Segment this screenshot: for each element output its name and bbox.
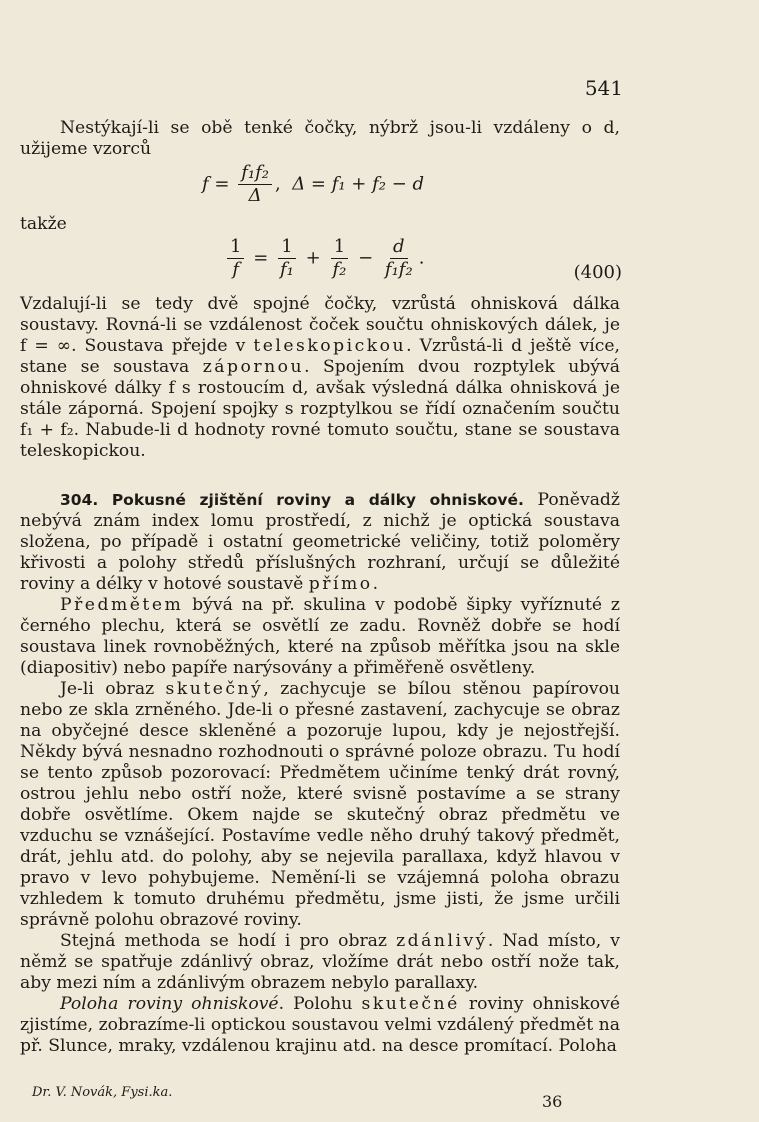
p4-part-c: , zachycuje se bílou stěnou papírovou nebo ze skla zrněného. Jde-li o přesné zastavení, zachycuje se obraz na obyčejné desce skleněné a pozoruje lupou, kdy je nejostřejší. Někdy bývá nesnadno rozhodnouti o správné poloze obrazu. Tu hodí se tento způsob pozorovací: Předmětem učiníme tenký drát rovný, ostrou jehlu nebo ostří nože, které svisně postavíme a se strany dobře osvětlíme. Okem najde se skutečný obraz předmětu ve vzduchu se vznášející. Postavíme vedle něho druhý takový předmět, drát, jehlu atd. do polohy, aby se nejevila parallaxa, když hlavou v pravo v levo pohybujeme. Nemění-li se vzájemná poloha obrazu vzhledem k tomuto druhému předmětu, jsme jisti, že jsme určili správně polohu obrazové roviny.	[20, 679, 620, 930]
eq2-one-b: 1	[278, 236, 295, 259]
p5-zdanlivy: zdánlivý	[396, 931, 488, 951]
signature-mark: 36	[542, 1092, 563, 1111]
p6-part-d: roviny ohniskové zjistíme, zobrazíme-li optickou soustavou velmi vzdálený předmět na př. Slunce, mraky, vzdálenou krajinu atd. na desce promítací. Poloha	[20, 994, 620, 1056]
equation-number: (400)	[573, 262, 622, 283]
p5-part-a: Stejná methoda se hodí i pro obraz	[60, 931, 397, 951]
p6-part-b: . Polohu	[278, 994, 362, 1014]
p2-primo: přímo	[308, 574, 373, 594]
eq2-d: d	[390, 236, 408, 259]
p6-skutecne: skutečné	[361, 994, 460, 1014]
eq2-minus: −	[358, 247, 374, 269]
eq1-denominator: Δ	[248, 185, 262, 206]
eq2-f2: f₂	[332, 259, 347, 280]
paragraph-5	[20, 931, 620, 994]
eq1-fraction	[238, 162, 272, 207]
paragraph-4	[20, 679, 620, 931]
p4-skutecny: skutečný	[165, 679, 264, 699]
paragraph-2	[20, 490, 620, 595]
paragraph-3	[20, 595, 620, 679]
eq1-numerator: f₁f₂	[238, 162, 272, 185]
p1-part-c: . Vzrůstá-li d ještě více, stane se soustava	[20, 336, 620, 377]
eq1-equals: =	[214, 173, 230, 195]
section-heading: 304. Pokusné zjištění roviny a dálky ohniskové.	[60, 491, 524, 509]
p4-part-a: Je-li obraz	[60, 679, 166, 699]
eq1-delta: Δ = f₁ + f₂ − d	[292, 173, 425, 195]
intro-text: Nestýkají-li se obě tenké čočky, nýbrž jsou-li vzdáleny o d, užijeme vzorců	[20, 118, 620, 159]
p1-part-a: Vzdalují-li se tedy dvě spojné čočky, vzrůstá ohnisková dálka soustavy. Rovná-li se vzdálenost čoček součtu ohniskových dálek, je f = ∞. Soustava přejde v	[20, 294, 620, 356]
eq1-comma: ,	[275, 173, 281, 195]
p2-part-c: .	[372, 574, 379, 594]
equation-400	[224, 236, 424, 281]
p3-predmetem: Předmětem	[60, 595, 184, 615]
equation-1	[202, 162, 424, 207]
p2-part-a: Poněvadž nebývá znám index lomu prostředí, z nichž je optická soustava složena, po případě i ostatní geometrické veličiny, totiž poloměry křivosti a polohy středů příslušných rozhraní, určují se důležité roviny a délky v hotové soustavě	[20, 490, 620, 594]
eq2-equals: =	[253, 247, 269, 269]
p3-part-b: bývá na př. skulina v podobě šipky vyříznuté z černého plechu, která se osvětlí ze zadu. Rovněž dobře se hodí soustava linek rovnoběžných, které na způsob měřítka jsou na skle (diapositiv) nebo papíře narýsovány a přiměřeně osvětleny.	[20, 595, 620, 678]
page-number: 541	[584, 76, 623, 100]
eq2-plus: +	[305, 247, 321, 269]
takze-line	[20, 214, 620, 235]
takze-text: takže	[20, 214, 67, 234]
footer-author: Dr. V. Novák, Fysi.ka.	[32, 1085, 173, 1100]
p1-part-e: . Spojením dvou rozptylek ubývá ohniskové dálky f s rostoucím d, avšak výsledná dálka ohnisková je stále záporná. Spojení spojky s rozptylkou se řídí označením součtu f₁ + f₂. Nabude-li d hodnoty rovné tomuto součtu, stane se soustava teleskopickou.	[20, 357, 620, 461]
eq2-frac-f2	[329, 236, 349, 281]
paragraph-1-text	[20, 294, 620, 462]
eq2-frac-f	[227, 236, 244, 281]
p1-teleskopickou: teleskopickou	[253, 336, 407, 356]
eq2-frac-f1	[277, 236, 297, 281]
eq2-dot: .	[418, 247, 425, 269]
eq2-one-a: 1	[227, 236, 244, 259]
section-304	[20, 490, 620, 1057]
eq1-f: f	[202, 173, 209, 195]
p5-part-c: . Nad místo, v němž se spatřuje zdánlivý obraz, vložíme drát nebo ostří nože tak, aby mezi ním a zdánlivým obrazem nebylo parallaxy.	[20, 931, 620, 993]
eq2-frac-d	[382, 236, 416, 281]
eq2-f1: f₁	[280, 259, 294, 280]
p1-zapornou: zápornou	[202, 357, 305, 377]
p6-italic-title: Poloha roviny ohniskové	[60, 994, 279, 1014]
intro-paragraph	[20, 118, 620, 160]
paragraph-6	[20, 994, 620, 1057]
paragraph-1	[20, 294, 620, 462]
eq2-one-c: 1	[331, 236, 348, 259]
eq2-f: f	[232, 259, 240, 280]
eq2-f1f2: f₁f₂	[384, 259, 413, 280]
